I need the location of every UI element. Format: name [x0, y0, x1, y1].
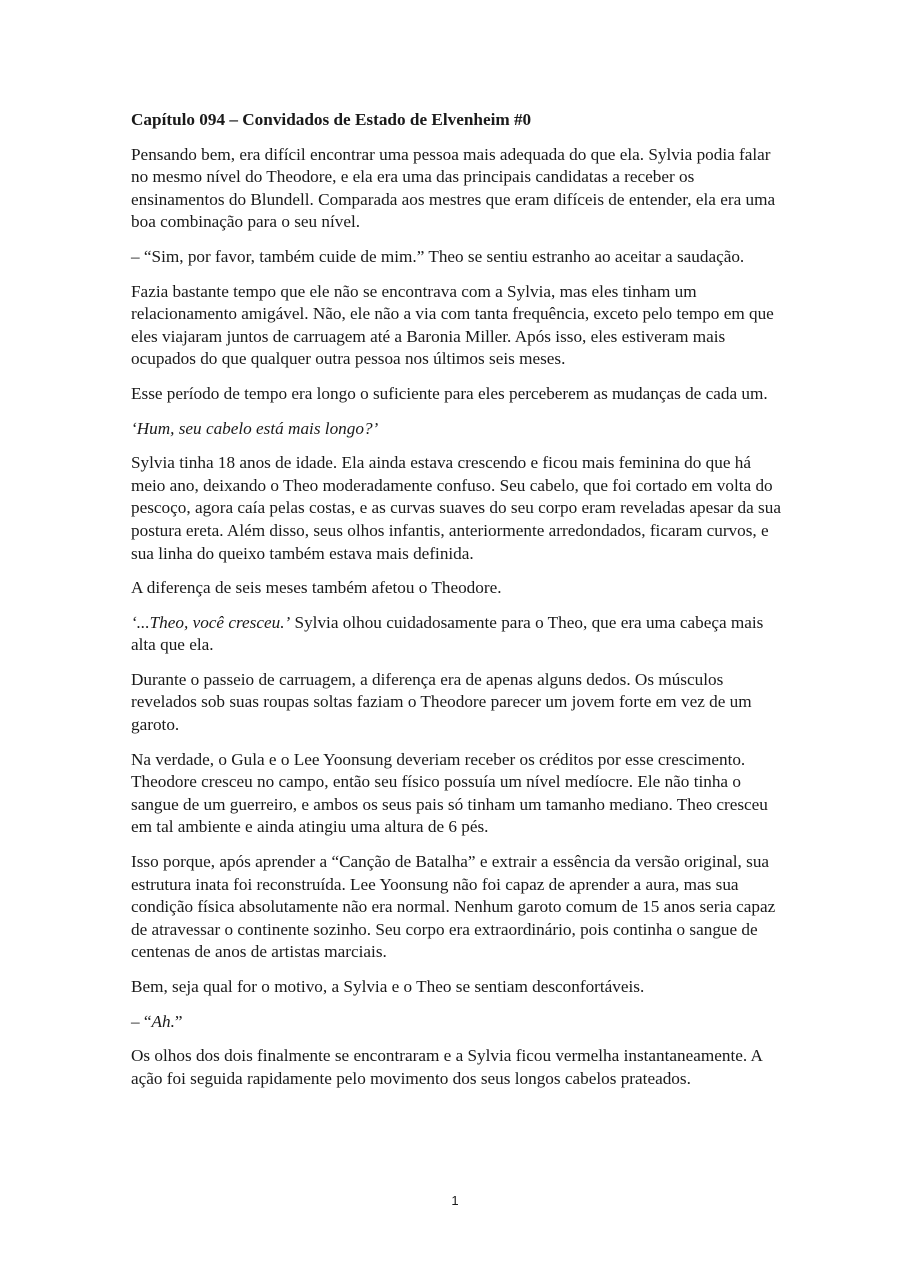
dialogue-text: Ah.	[151, 1011, 175, 1031]
dialogue-open: – “	[131, 1011, 152, 1031]
dialogue-close: ”	[174, 1011, 183, 1031]
chapter-title: Capítulo 094 – Convidados de Estado de Elvenheim #0	[131, 110, 532, 129]
paragraph: Pensando bem, era difícil encontrar uma pessoa mais adequada do que ela. Sylvia podia falar no mesmo nível do Theodore, e ela era uma das principais candidatas a receber os ensinamentos do Blundell. Comparada aos mestres que eram difíceis de entender, ela era uma boa combinação para o seu nível.	[131, 144, 776, 232]
paragraph: Sylvia tinha 18 anos de idade. Ela ainda estava crescendo e ficou mais feminina do que há meio ano, deixando o Theo moderadamente confuso. Seu cabelo, que foi cortado em volta do pescoço, agora caía pelas costas, e as curvas suaves do seu corpo eram reveladas apesar da sua postura ereta. Além disso, seus olhos infantis, anteriormente arredondados, ficaram curvos, e sua linha do queixo também estava mais definida.	[131, 453, 781, 563]
paragraph	[131, 612, 781, 657]
paragraph: A diferença de seis meses também afetou o Theodore.	[131, 578, 502, 598]
narration-text: Sylvia olhou cuidadosamente para o Theo, que era uma cabeça mais alta que ela.	[131, 612, 764, 655]
paragraph-thought: ‘Hum, seu cabelo está mais longo?’	[131, 418, 379, 438]
paragraph: Na verdade, o Gula e o Lee Yoonsung deveriam receber os créditos por esse crescimento. Theodore cresceu no campo, então seu físico possuía um nível medíocre. Ele não tinha o sangue de um guerreiro, e ambos os seus pais só tinham um tamanho mediano. Theo cresceu em tal ambiente e ainda atingiu uma altura de 6 pés.	[131, 749, 768, 837]
paragraph: – “Sim, por favor, também cuide de mim.” Theo se sentiu estranho ao aceitar a saudação.	[131, 246, 745, 266]
paragraph: Bem, seja qual for o motivo, a Sylvia e o Theo se sentiam desconfortáveis.	[131, 977, 645, 996]
paragraph: Durante o passeio de carruagem, a diferença era de apenas alguns dedos. Os músculos revelados sob suas roupas soltas faziam o Theodore parecer um jovem forte em vez de um garoto.	[131, 669, 752, 735]
paragraph-dialogue	[131, 1011, 781, 1034]
thought-text: ‘...Theo, você cresceu.’	[131, 612, 291, 632]
paragraph: Fazia bastante tempo que ele não se encontrava com a Sylvia, mas eles tinham um relacionamento amigável. Não, ele não a via com tanta frequência, exceto pelo tempo em que eles viajaram juntos de carruagem até a Baronia Miller. Após isso, eles estiveram mais ocupados do que qualquer outra pessoa nos últimos seis meses.	[131, 281, 774, 369]
paragraph: Esse período de tempo era longo o suficiente para eles perceberem as mudanças de cada um.	[131, 383, 768, 403]
document-body	[131, 109, 781, 1102]
page-number: 1	[451, 1193, 459, 1208]
paragraph: Os olhos dos dois finalmente se encontraram e a Sylvia ficou vermelha instantaneamente. A ação foi seguida rapidamente pelo movimento dos seus longos cabelos prateados.	[131, 1046, 762, 1088]
paragraph: Isso porque, após aprender a “Canção de Batalha” e extrair a essência da versão original, sua estrutura inata foi reconstruída. Lee Yoonsung não foi capaz de aprender a aura, mas sua condição física absolutamente não era normal. Nenhum garoto comum de 15 anos seria capaz de atravessar o continente sozinho. Seu corpo era extraordinário, pois continha o sangue de centenas de anos de artistas marciais.	[131, 852, 776, 962]
